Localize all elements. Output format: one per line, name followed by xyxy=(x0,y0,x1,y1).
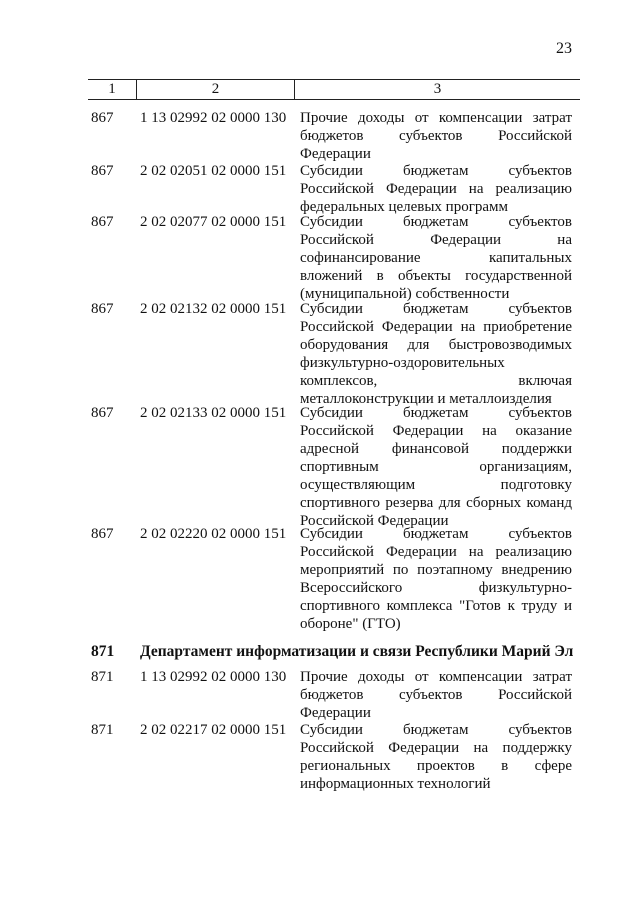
row-description: Субсидии бюджетам субъектов Российской Федерации на софинансирование капитальных вложений в объекты государственной (муниципальной) собственности xyxy=(300,214,572,302)
row-budget-code: 1 13 02992 02 0000 130 xyxy=(140,669,287,685)
page-number: 23 xyxy=(556,40,572,57)
row-admin-code: 871 xyxy=(91,669,114,685)
section-name: Департамент информатизации и связи Республики Марий Эл xyxy=(140,643,574,660)
row-description: Прочие доходы от компенсации затрат бюджетов субъектов Российской Федерации xyxy=(300,669,572,721)
table-header xyxy=(88,79,580,100)
row-admin-code: 867 xyxy=(91,301,114,317)
row-description: Субсидии бюджетам субъектов Российской Федерации на приобретение оборудования для быстровозводимых физкультурно-оздоровительных комплексов, включая металлоконструкции и металлоизделия xyxy=(300,301,572,407)
section-code: 871 xyxy=(91,643,115,660)
row-admin-code: 871 xyxy=(91,722,114,738)
row-budget-code: 2 02 02133 02 0000 151 xyxy=(140,405,287,421)
row-description: Субсидии бюджетам субъектов Российской Федерации на оказание адресной финансовой поддержки спортивным организациям, осуществляющим подготовку спортивного резерва для сборных команд Российской Федерации xyxy=(300,405,572,529)
row-admin-code: 867 xyxy=(91,526,114,542)
row-admin-code: 867 xyxy=(91,110,114,126)
row-budget-code: 2 02 02051 02 0000 151 xyxy=(140,163,287,179)
row-admin-code: 867 xyxy=(91,163,114,179)
row-description: Субсидии бюджетам субъектов Российской Федерации на реализацию мероприятий по поэтапному внедрению Всероссийского физкультурно-спортивного комплекса "Готов к труду и обороне" (ГТО) xyxy=(300,526,572,632)
header-col-1: 1 xyxy=(88,80,137,99)
row-admin-code: 867 xyxy=(91,405,114,421)
row-budget-code: 1 13 02992 02 0000 130 xyxy=(140,110,287,126)
row-admin-code: 867 xyxy=(91,214,114,230)
row-description: Прочие доходы от компенсации затрат бюджетов субъектов Российской Федерации xyxy=(300,110,572,162)
row-budget-code: 2 02 02077 02 0000 151 xyxy=(140,214,287,230)
header-col-3: 3 xyxy=(433,81,442,97)
row-budget-code: 2 02 02217 02 0000 151 xyxy=(140,722,287,738)
row-budget-code: 2 02 02132 02 0000 151 xyxy=(140,301,287,317)
row-description: Субсидии бюджетам субъектов Российской Федерации на реализацию федеральных целевых программ xyxy=(300,163,572,215)
row-budget-code: 2 02 02220 02 0000 151 xyxy=(140,526,287,542)
row-description: Субсидии бюджетам субъектов Российской Федерации на поддержку региональных проектов в сфере информационных технологий xyxy=(300,722,572,792)
header-col-2: 2 xyxy=(137,80,295,99)
